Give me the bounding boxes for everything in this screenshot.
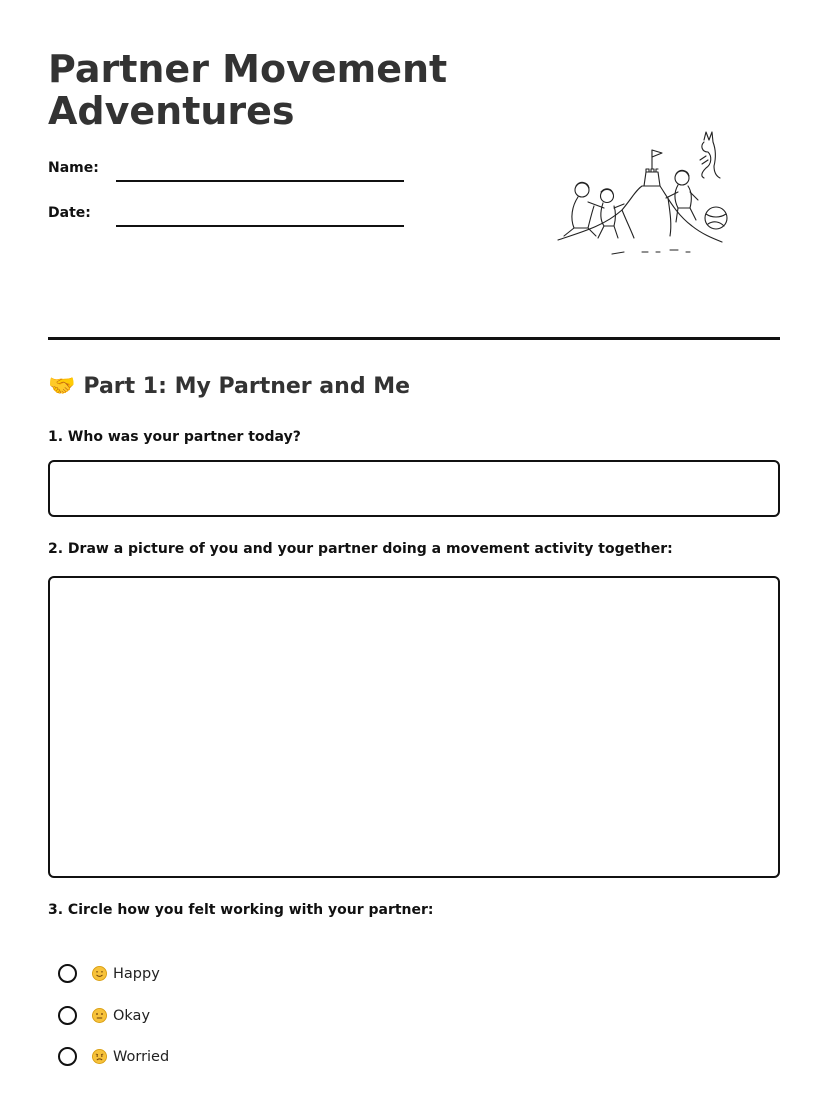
feeling-radio-okay[interactable] <box>58 1006 77 1025</box>
drawing-box[interactable] <box>48 576 780 878</box>
part1-heading <box>48 374 410 399</box>
question-3: 3. Circle how you felt working with your partner: <box>48 902 434 918</box>
section-divider <box>48 337 780 340</box>
feeling-option-okay[interactable] <box>58 1006 150 1025</box>
feeling-option-worried[interactable] <box>58 1047 169 1066</box>
feeling-label-worried: Worried <box>113 1048 170 1065</box>
smiling-face-icon <box>92 966 107 981</box>
title-line-2: Adventures <box>48 89 295 133</box>
part1-title: Part 1: My Partner and Me <box>83 374 411 399</box>
feeling-label-happy: Happy <box>113 965 160 982</box>
feeling-label-okay: Okay <box>113 1007 151 1024</box>
page-title <box>48 48 488 132</box>
neutral-face-icon <box>92 1008 107 1023</box>
title-line-1: Partner Movement <box>48 47 448 91</box>
feeling-radio-worried[interactable] <box>58 1047 77 1066</box>
name-field[interactable] <box>116 180 404 182</box>
handshake-icon: 🤝 <box>48 373 76 399</box>
worksheet-page <box>48 0 780 1118</box>
question-2: 2. Draw a picture of you and your partner doing a movement activity together: <box>48 541 673 557</box>
date-field[interactable] <box>116 225 404 227</box>
name-label: Name: <box>48 160 99 176</box>
partner-name-input[interactable] <box>48 460 780 517</box>
worried-face-icon <box>92 1049 107 1064</box>
feeling-option-happy[interactable] <box>58 964 160 983</box>
question-1: 1. Who was your partner today? <box>48 429 301 445</box>
children-sandcastle-kangaroo-illustration <box>552 128 734 262</box>
date-label: Date: <box>48 205 91 221</box>
feeling-radio-happy[interactable] <box>58 964 77 983</box>
